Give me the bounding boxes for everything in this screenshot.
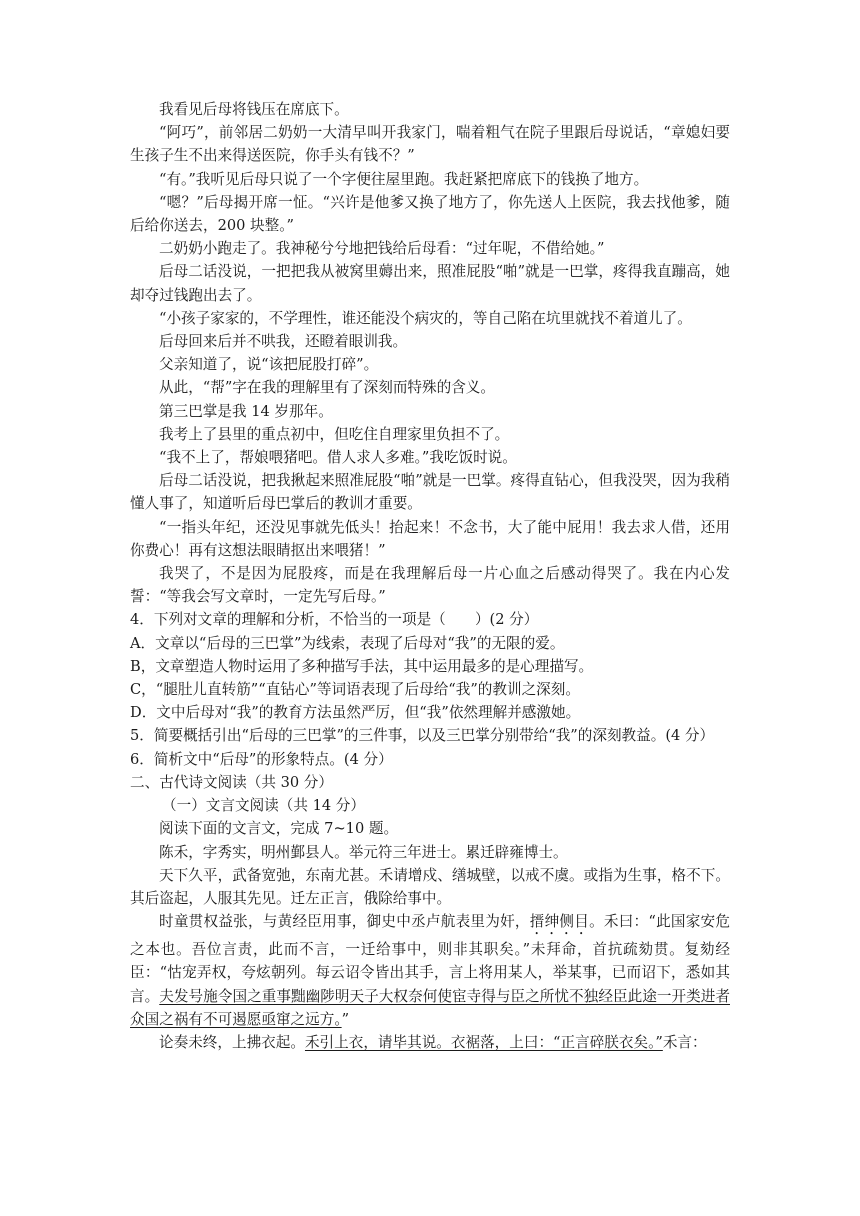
paragraph: 4．下列对文章的理解和分析，不恰当的一项是（ ）(2 分） — [130, 611, 539, 629]
para-text: 论奏未终，上拂衣起。 — [159, 1033, 305, 1051]
paragraph: “小孩子家家的，不学理性，谁还能没个病灾的，等自己陷在坑里就找不着道儿了。 — [159, 309, 692, 327]
paragraph-lun-zou — [130, 1031, 730, 1054]
paragraph: 后母回来后并不哄我，还瞪着眼训我。 — [159, 333, 408, 351]
paragraph: 陈禾，字秀实，明州鄞县人。举元符三年进士。累迁辟雍博士。 — [159, 843, 568, 861]
paragraph: “我不上了，帮娘喂猪吧。借人求人多难。”我吃饭时说。 — [159, 449, 517, 467]
para-text: ” — [341, 1010, 350, 1028]
paragraph-tong-guan — [130, 910, 730, 1031]
paragraph: 我看见后母将钱压在席底下。 — [159, 101, 349, 118]
paragraph: （一）文言文阅读（共 14 分） — [162, 797, 365, 815]
emphasized-text: 搢绅侧目 — [529, 913, 590, 931]
document-page — [130, 98, 730, 1054]
paragraph: 我考上了县里的重点初中，但吃住自理家里负担不了。 — [159, 425, 510, 443]
paragraph: “有。”我听见后母只说了一个字便往屋里跑。我赶紧把席底下的钱换了地方。 — [159, 170, 649, 188]
paragraph: “阿巧”，前邻居二奶奶一大清早叫开我家门，喘着粗气在院子里跟后母说话，“章媳妇要生孩子生不出来得送医院，你手头有钱不？” — [130, 124, 730, 165]
paragraph: D．文中后母对“我”的教育方法虽然严厉，但“我”依然理解并感激她。 — [130, 704, 581, 722]
paragraph: A．文章以“后母的三巴掌”为线索，表现了后母对“我”的无限的爱。 — [130, 634, 565, 652]
paragraph: 二、古代诗文阅读（共 30 分） — [130, 773, 333, 791]
para-text: 时童贯权益张，与黄经臣用事，御史中丞卢航表里为奸， — [159, 913, 530, 931]
paragraph: 我哭了，不是因为屁股疼，而是在我理解后母一片心血之后感动得哭了。我在内心发誓：“等我会写文章时，一定先写后母。” — [130, 565, 730, 606]
paragraph: 天下久平，武备宽弛，东南尤甚。禾请增戍、缮城壁，以戒不虞。或指为生事，格不下。其后盗起，人服其先见。迁左正言，俄除给事中。 — [130, 866, 730, 907]
underlined-sentence: 禾引上衣，请毕其说。衣裾落，上曰：“正言碎朕衣矣。” — [304, 1033, 663, 1051]
paragraph: 从此，“帮”字在我的理解里有了深刻而特殊的含义。 — [159, 379, 495, 397]
paragraph: C，“腿肚儿直转筋”“直钻心”等词语表现了后母给“我”的教训之深刻。 — [130, 681, 580, 699]
paragraph: 阅读下面的文言文，完成 7~10 题。 — [159, 820, 399, 838]
para-text: 。禾曰：“此国家安危之本也。吾位言责，此而不言，一迁给事中，则非其职矣。”未拜命，首抗疏劾贯。复劾经臣：“怙宠弄权，夸炫朝列。每云诏令皆出其手，言上将用某人，举某事，已而诏下，悉如其言。 — [130, 913, 730, 1005]
paragraph: 后母二话没说，一把把我从被窝里薅出来，照准屁股“啪”就是一巴掌，疼得我直蹦高，她却夺过钱跑出去了。 — [130, 263, 730, 304]
paragraph: 6．简析文中“后母”的形象特点。(4 分） — [130, 750, 393, 768]
paragraph: 后母二话没说，把我揪起来照准屁股“啪”就是一巴掌。疼得直钻心，但我没哭，因为我稍懂人事了，知道听后母巴掌后的教训才重要。 — [130, 472, 730, 513]
paragraph: “嗯？”后母揭开席一怔。“兴许是他爹又换了地方了，你先送人上医院，我去找他爹，随后给你送去，200 块整。” — [130, 193, 730, 235]
paragraph: 第三巴掌是我 14 岁那年。 — [159, 402, 333, 420]
underlined-sentence: 夫发号施令国之重事黜幽陟明天子大权奈何使宦寺得与臣之所忧不独经臣此途一开类进者众国之祸有不可遏愿亟窜之远方。 — [130, 987, 730, 1028]
paragraph: 父亲知道了，说“该把屁股打碎”。 — [159, 356, 379, 374]
paragraph: 二奶奶小跑走了。我神秘兮兮地把钱给后母看：“过年呢，不借给她。” — [159, 240, 605, 258]
paragraph: “一指头年纪，还没见事就先低头！抬起来！不念书，大了能中屁用！我去求人借，还用你费心！再有这想法眼睛抠出来喂猪！” — [130, 518, 730, 559]
paragraph: 5．简要概括引出“后母的三巴掌”的三件事，以及三巴掌分别带给“我”的深刻教益。(4 分） — [130, 727, 715, 745]
paragraph: B，文章塑造人物时运用了多种描写手法，其中运用最多的是心理描写。 — [130, 657, 594, 675]
para-text: 禾言： — [662, 1033, 707, 1051]
